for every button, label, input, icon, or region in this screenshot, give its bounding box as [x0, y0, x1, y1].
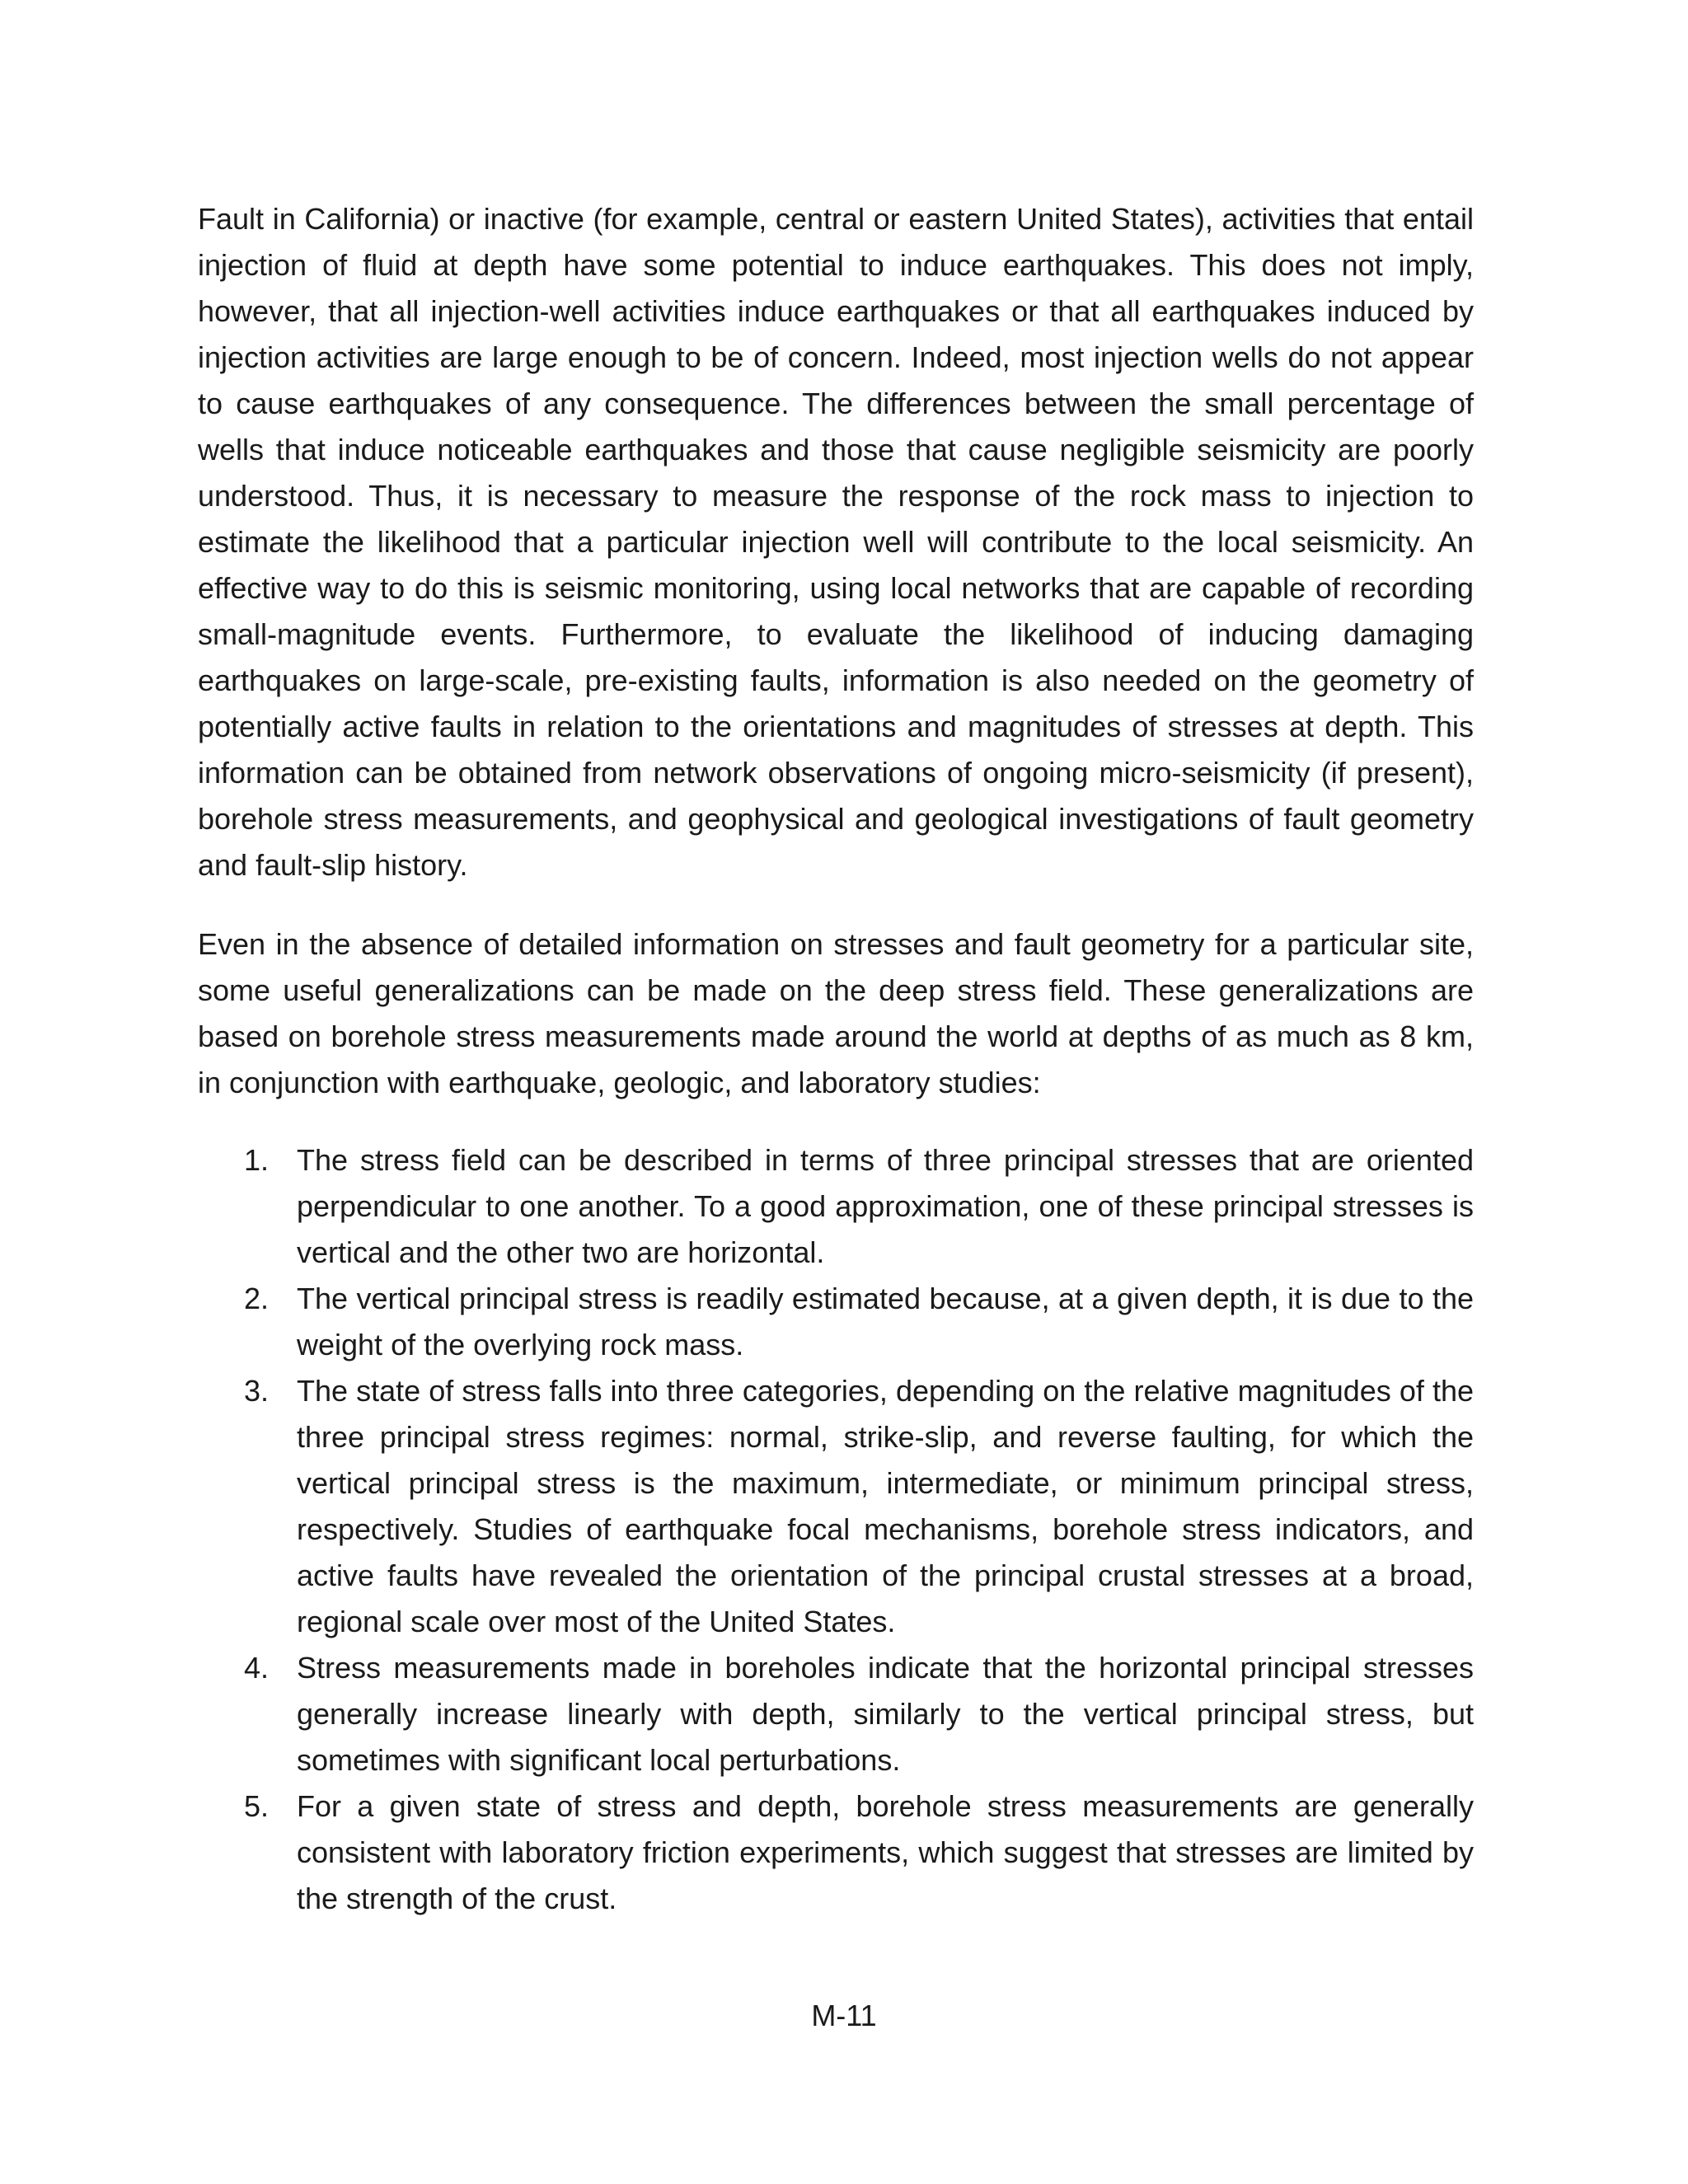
list-item [198, 1137, 1474, 1276]
stress-field-list [198, 1137, 1474, 1922]
paragraph-stress-generalizations: Even in the absence of detailed information on stresses and fault geometry for a particular site, some useful generalizations can be made on the deep stress field. These generalizations are based on borehole stress measurements made around the world at depths of as much as 8 km, in conjunction with earthquake, geologic, and laboratory studies: [198, 927, 1474, 1099]
paragraph-injection-seismicity: Fault in California) or inactive (for example, central or eastern United States), activities that entail injection of fluid at depth have some potential to induce earthquakes. This does not imply, however, that all injection-well activities induce earthquakes or that all earthquakes induced by injection activities are large enough to be of concern. Indeed, most injection wells do not appear to cause earthquakes of any consequence. The differences between the small percentage of wells that induce noticeable earthquakes and those that cause negligible seismicity are poorly understood. Thus, it is necessary to measure the response of the rock mass to injection to estimate the likelihood that a particular injection well will contribute to the local seismicity. An effective way to do this is seismic monitoring, using local networks that are capable of recording small-magnitude events. Furthermore, to evaluate the likelihood of inducing damaging earthquakes on large-scale, pre-existing faults, information is also needed on the geometry of potentially active faults in relation to the orientations and magnitudes of stresses at depth. This information can be obtained from network observations of ongoing micro-seismicity (if present), borehole stress measurements, and geophysical and geological investigations of fault geometry and fault-slip history. [198, 202, 1474, 882]
list-item-number: 2. [244, 1282, 270, 1315]
list-item-text: The vertical principal stress is readily estimated because, at a given depth, it is due to the weight of the overlying rock mass. [297, 1282, 1474, 1361]
page-number: M-11 [811, 1999, 877, 2032]
list-item-text: The stress field can be described in terms of three principal stresses that are oriented perpendicular to one another. To a good approximation, one of these principal stresses is vertical and the other two are horizontal. [297, 1143, 1474, 1269]
list-item [198, 1276, 1474, 1368]
list-item [198, 1783, 1474, 1922]
list-item-number: 1. [244, 1143, 270, 1177]
list-item-text: For a given state of stress and depth, borehole stress measurements are generally consistent with laboratory friction experiments, which suggest that stresses are limited by the strength of the crust. [297, 1789, 1474, 1915]
page-body [198, 196, 1474, 1922]
list-item-number: 5. [244, 1789, 270, 1823]
list-item-number: 3. [244, 1374, 270, 1408]
list-item-number: 4. [244, 1651, 270, 1685]
list-item-text: The state of stress falls into three categories, depending on the relative magnitudes of the three principal stress regimes: normal, strike-slip, and reverse faulting, for which the vertical principal stress is the maximum, intermediate, or minimum principal stress, respectively. Studies of earthquake focal mechanisms, borehole stress indicators, and active faults have revealed the orientation of the principal crustal stresses at a broad, regional scale over most of the United States. [297, 1374, 1474, 1638]
list-item-text: Stress measurements made in boreholes indicate that the horizontal principal stresses generally increase linearly with depth, similarly to the vertical principal stress, but sometimes with significant local perturbations. [297, 1651, 1474, 1777]
list-item [198, 1645, 1474, 1783]
list-item [198, 1368, 1474, 1645]
